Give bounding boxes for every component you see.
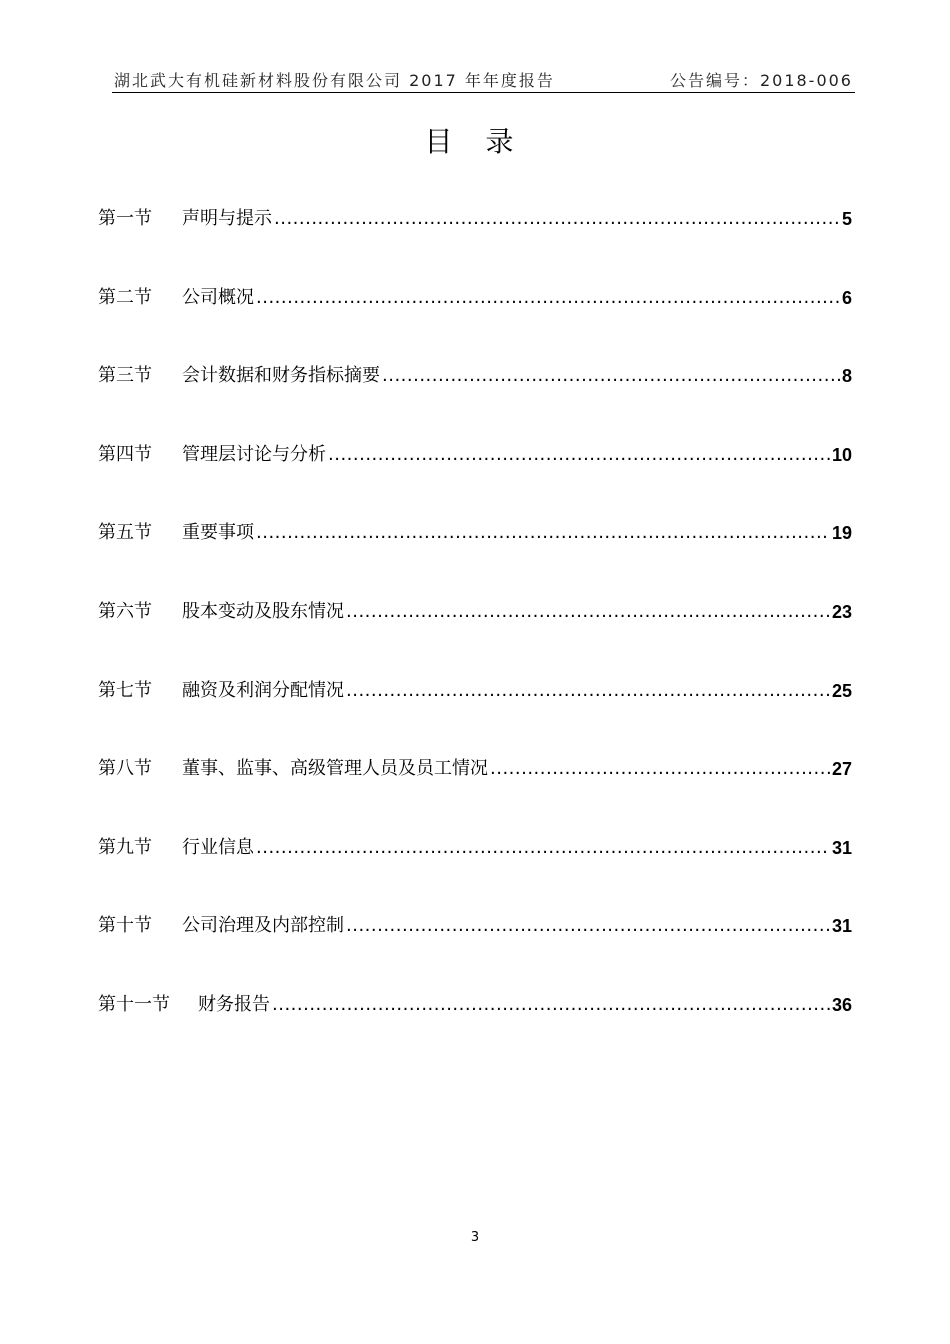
- toc-section-title: 股本变动及股东情况: [182, 600, 344, 622]
- toc-dot-leader: [272, 990, 830, 1020]
- toc-section-number: 第三节: [98, 365, 152, 387]
- announcement-number: 公告编号：2018-006: [669, 71, 853, 90]
- toc-section-title: 管理层讨论与分析: [182, 443, 326, 465]
- toc-section-number: 第十节: [98, 915, 152, 937]
- page-header: [112, 66, 855, 93]
- report-title-header: 湖北武大有机硅新材料股份有限公司 2017 年年度报告: [114, 71, 555, 90]
- toc-page-number: 10: [831, 444, 852, 465]
- toc-page-number: 31: [831, 916, 852, 937]
- toc-entry-9[interactable]: [98, 833, 852, 912]
- toc-dot-leader: [346, 597, 830, 627]
- toc-section-number: 第六节: [98, 600, 152, 622]
- toc-section-number: 第八节: [98, 758, 152, 780]
- toc-section-number: 第十一节: [98, 993, 170, 1015]
- toc-section-number: 第七节: [98, 679, 152, 701]
- toc-section-title: 声明与提示: [182, 208, 272, 229]
- toc-dot-leader: [256, 833, 830, 863]
- toc-entry-5[interactable]: [98, 518, 852, 597]
- toc-dot-leader: [256, 283, 840, 313]
- toc-entry-4[interactable]: [98, 440, 852, 519]
- toc-heading: 目 录: [424, 125, 526, 158]
- toc-page-number: 5: [841, 209, 852, 229]
- toc-dot-leader: [328, 440, 830, 470]
- toc-dot-leader: [382, 361, 840, 391]
- toc-section-title: 公司概况: [182, 286, 254, 308]
- toc-entry-1[interactable]: [98, 204, 852, 283]
- toc-dot-leader: [490, 754, 830, 784]
- toc-section-title: 重要事项: [182, 522, 254, 544]
- toc-section-title: 财务报告: [198, 993, 270, 1015]
- toc-entry-11[interactable]: [98, 990, 852, 1069]
- toc-section-title: 行业信息: [182, 836, 254, 858]
- toc-entry-8[interactable]: [98, 754, 852, 833]
- toc-section-title: 会计数据和财务指标摘要: [182, 365, 380, 387]
- toc-entry-7[interactable]: [98, 676, 852, 755]
- toc-dot-leader: [346, 911, 830, 941]
- toc-page-number: 27: [831, 759, 852, 780]
- toc-page-number: 23: [831, 601, 852, 622]
- toc-page-number: 19: [831, 523, 852, 544]
- toc-section-title: 董事、监事、高级管理人员及员工情况: [182, 758, 488, 780]
- toc-entry-2[interactable]: [98, 283, 852, 362]
- toc-dot-leader: [346, 676, 830, 706]
- toc-dot-leader: [256, 518, 830, 548]
- toc-section-number: 第四节: [98, 443, 152, 465]
- toc-section-number: 第一节: [98, 208, 152, 229]
- toc-dot-leader: [274, 204, 840, 234]
- toc-section-title: 融资及利润分配情况: [182, 679, 344, 701]
- toc-section-number: 第二节: [98, 286, 152, 308]
- page-footer-number: 3: [470, 1230, 480, 1245]
- toc-section-number: 第九节: [98, 836, 152, 858]
- toc-entry-3[interactable]: [98, 361, 852, 440]
- toc-section-number: 第五节: [98, 522, 152, 544]
- toc-entry-10[interactable]: [98, 911, 852, 990]
- toc-page-number: 8: [841, 366, 852, 387]
- toc-section-title: 公司治理及内部控制: [182, 915, 344, 937]
- toc-page-number: 25: [831, 680, 852, 701]
- toc-page-number: 36: [831, 994, 852, 1015]
- toc-page-number: 31: [831, 837, 852, 858]
- toc-page-number: 6: [841, 287, 852, 308]
- toc-entry-6[interactable]: [98, 597, 852, 676]
- table-of-contents: [98, 204, 852, 1069]
